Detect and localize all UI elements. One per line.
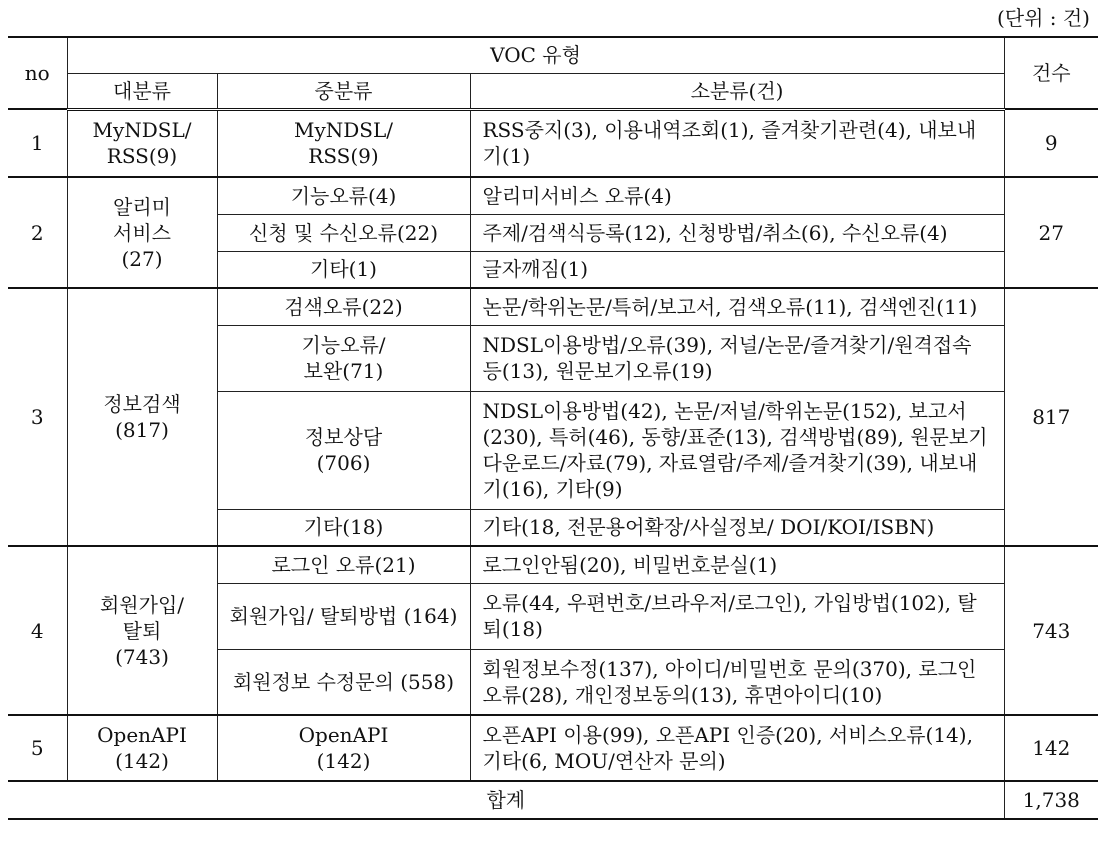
group-no: 5	[8, 715, 67, 781]
group-major: 알리미 서비스 (27)	[67, 177, 217, 288]
group-major: 회원가입/ 탈퇴 (743)	[67, 546, 217, 715]
row-middle: OpenAPI (142)	[217, 715, 470, 781]
row-middle: MyNDSL/ RSS(9)	[217, 109, 470, 177]
header-middle: 중분류	[217, 73, 470, 109]
table-row	[8, 546, 1098, 583]
row-middle: 신청 및 수신오류(22)	[217, 214, 470, 251]
row-middle: 회원정보 수정문의 (558)	[217, 649, 470, 715]
unit-note: (단위 : 건)	[996, 6, 1090, 30]
table-row	[8, 177, 1098, 214]
row-middle: 기타(18)	[217, 509, 470, 546]
row-minor: 알리미서비스 오류(4)	[470, 177, 1004, 214]
header-major: 대분류	[67, 73, 217, 109]
row-minor: 기타(18, 전문용어확장/사실정보/ DOI/KOI/ISBN)	[470, 509, 1004, 546]
group-no: 3	[8, 288, 67, 546]
header-no: no	[8, 37, 67, 109]
group-count: 27	[1004, 177, 1098, 288]
total-row	[8, 781, 1098, 819]
group-no: 1	[8, 109, 67, 177]
row-minor: 논문/학위논문/특허/보고서, 검색오류(11), 검색엔진(11)	[470, 288, 1004, 325]
row-middle: 기능오류(4)	[217, 177, 470, 214]
group-count: 9	[1004, 109, 1098, 177]
row-minor: 주제/검색식등록(12), 신청방법/취소(6), 수신오류(4)	[470, 214, 1004, 251]
row-middle: 기능오류/ 보완(71)	[217, 325, 470, 391]
total-count: 1,738	[1004, 781, 1098, 819]
row-minor: 로그인안됨(20), 비밀번호분실(1)	[470, 546, 1004, 583]
header-minor: 소분류(건)	[470, 73, 1004, 109]
group-no: 2	[8, 177, 67, 288]
row-minor: RSS중지(3), 이용내역조회(1), 즐겨찾기관련(4), 내보내기(1)	[470, 109, 1004, 177]
total-label: 합계	[8, 781, 1004, 819]
header-row-2	[8, 73, 1098, 109]
row-minor: 오류(44, 우편번호/브라우저/로그인), 가입방법(102), 탈퇴(18)	[470, 583, 1004, 649]
header-row-1	[8, 37, 1098, 73]
row-middle: 회원가입/ 탈퇴방법 (164)	[217, 583, 470, 649]
row-middle: 검색오류(22)	[217, 288, 470, 325]
group-count: 743	[1004, 546, 1098, 715]
row-middle: 기타(1)	[217, 251, 470, 288]
group-count: 817	[1004, 288, 1098, 546]
voc-table	[8, 36, 1098, 820]
group-count: 142	[1004, 715, 1098, 781]
row-middle: 로그인 오류(21)	[217, 546, 470, 583]
header-voc-type: VOC 유형	[67, 37, 1004, 73]
row-middle: 정보상담 (706)	[217, 391, 470, 509]
group-major: OpenAPI (142)	[67, 715, 217, 781]
row-minor: 회원정보수정(137), 아이디/비밀번호 문의(370), 로그인오류(28), 개인정보동의(13), 휴면아이디(10)	[470, 649, 1004, 715]
group-no: 4	[8, 546, 67, 715]
row-minor: NDSL이용방법/오류(39), 저널/논문/즐겨찾기/원격접속 등(13), 원문보기오류(19)	[470, 325, 1004, 391]
row-minor: NDSL이용방법(42), 논문/저널/학위논문(152), 보고서(230), 특허(46), 동향/표준(13), 검색방법(89), 원문보기다운로드/자료(79), 자료열람/주제/즐겨찾기(39), 내보내기(16), 기타(9)	[470, 391, 1004, 509]
group-major: 정보검색 (817)	[67, 288, 217, 546]
row-minor: 글자깨짐(1)	[470, 251, 1004, 288]
header-count: 건수	[1004, 37, 1098, 109]
group-major: MyNDSL/ RSS(9)	[67, 109, 217, 177]
table-row	[8, 715, 1098, 781]
table-row	[8, 109, 1098, 177]
table-row	[8, 288, 1098, 325]
row-minor: 오픈API 이용(99), 오픈API 인증(20), 서비스오류(14), 기타(6, MOU/연산자 문의)	[470, 715, 1004, 781]
